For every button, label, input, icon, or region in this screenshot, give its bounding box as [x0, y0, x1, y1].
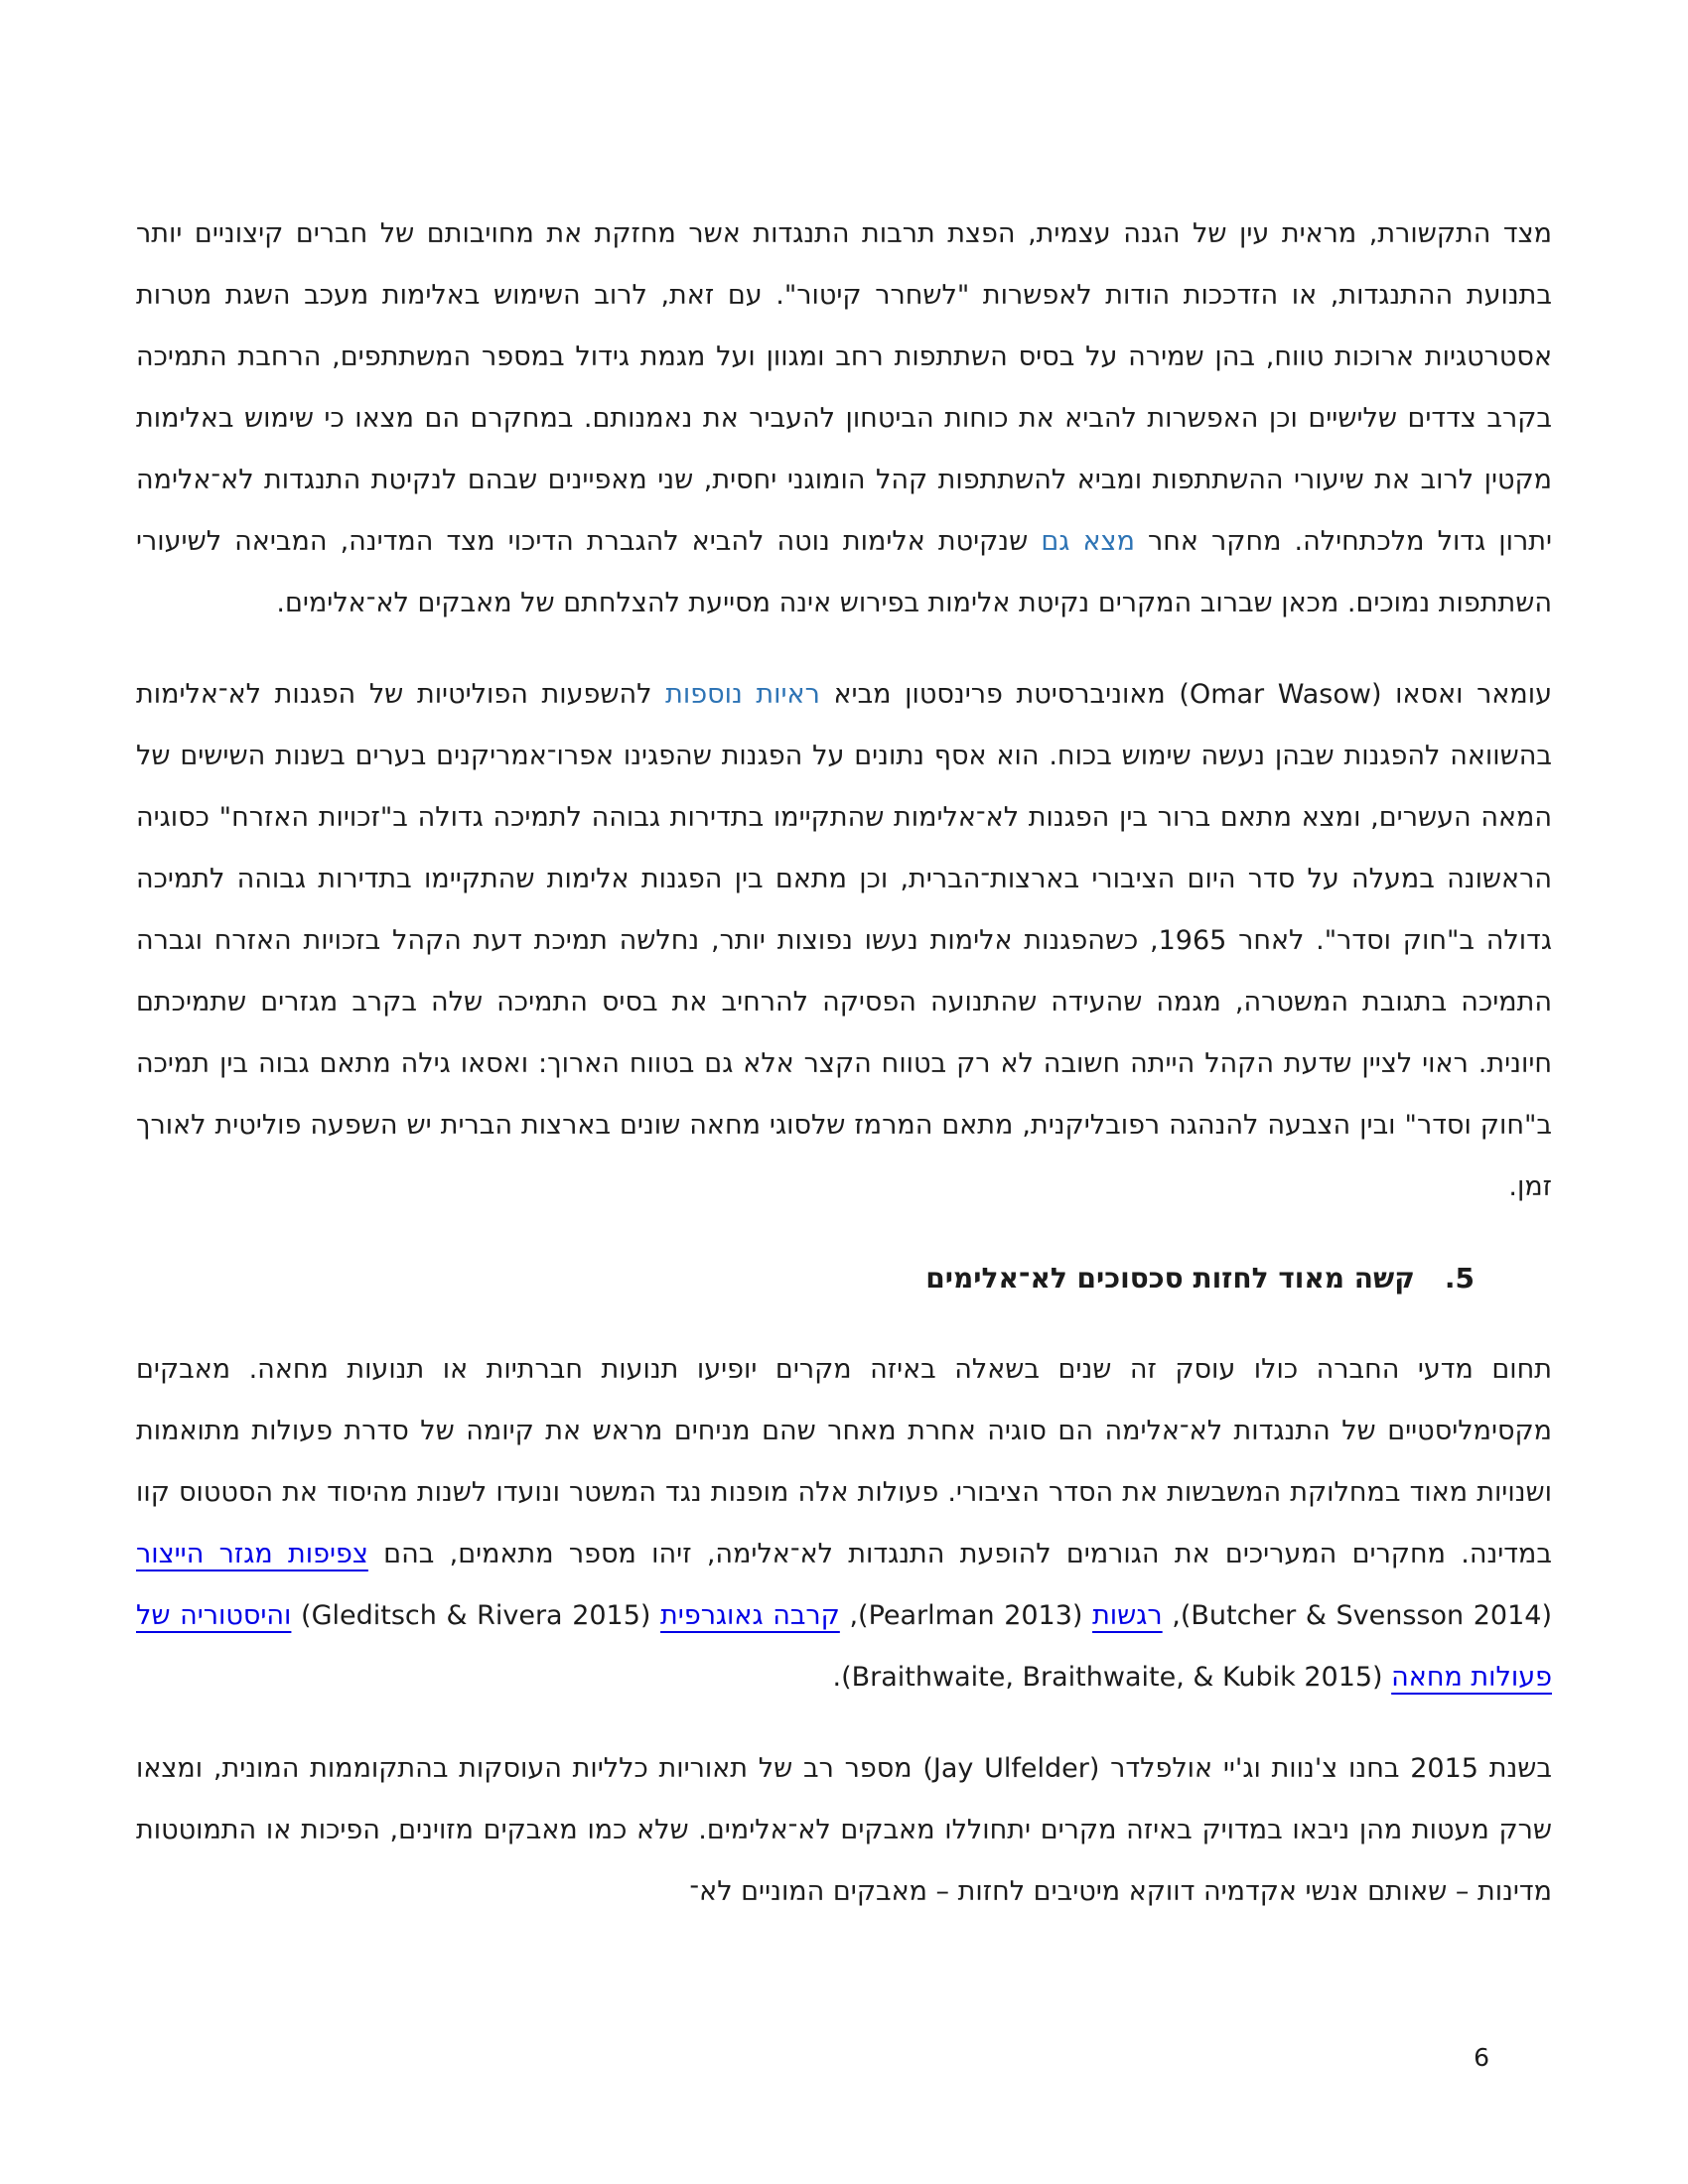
citation-text: (Braithwaite, Braithwaite, & Kubik 2015).: [832, 1662, 1392, 1693]
section-number: 5.: [1444, 1262, 1475, 1295]
body-text: להשפעות הפוליטיות של הפגנות לא־אלימות בהשוואה להפגנות שבהן נעשה שימוש בכוח. הוא אסף נתונים על הפגנות שהפגינו אפרו־אמריקנים בערים בשנות השישים של המאה העשרים, ומצא מתאם ברור בין הפגנות לא־אלימות שהתקיימו בתדירות גבוהה לתמיכה גדולה ב"זכויות האזרח" כסוגיה הראשונה במעלה על סדר היום הציבורי בארצות־הברית, וכן מתאם בין הפגנות אלימות שהתקיימו בתדירות גבוהה לתמיכה גדולה ב"חוק וסדר". לאחר 1965, כשהפגנות אלימות נעשו נפוצות יותר, נחלשה תמיכת דעת הקהל בזכויות האזרח וגברה התמיכה בתגובת המשטרה, מגמה שהעידה שהתנועה הפסיקה להרחיב את בסיס התמיכה שלה בקרב מגזרים שתמיכתם חיונית. ראוי לציין שדעת הקהל הייתה חשובה לא רק בטווח הקצר אלא גם בטווח הארוך: ואסאו גילה מתאם גבוה בין תמיכה ב"חוק וסדר" ובין הצבעה להנהגה רפובליקנית, מתאם המרמז שלסוגי מחאה שונים בארצות הברית יש השפעה פוליטית לאורך זמן.: [136, 679, 1552, 1202]
document-body: [136, 204, 1552, 1953]
section-heading-5: [136, 1248, 1475, 1309]
citation-text: (Butcher & Svensson 2014),: [1162, 1600, 1552, 1631]
link-geographic-proximity[interactable]: קרבה גאוגרפית: [660, 1600, 840, 1631]
link-protest-history[interactable]: והיסטוריה של פעולות מחאה: [136, 1600, 1552, 1693]
body-text: תחום מדעי החברה כולו עוסק זה שנים בשאלה באיזה מקרים יופיעו תנועות חברתיות או תנועות מחאה. מאבקים מקסימליסטיים של התנגדות לא־אלימה הם סוגיה אחרת מאחר שהם מניחים מראש את קיומה של סדרת פעולות מתואמות ושנויות מאוד במחלוקת המשבשות את הסדר הציבורי. פעולות אלה מופנות נגד המשטר ונועדו לשנות מהיסוד את הסטטוס קוו במדינה. מחקרים המעריכים את הגורמים להופעת התנגדות לא־אלימה, זיהו מספר מתאמים, בהם: [136, 1354, 1552, 1570]
citation-text: (Gleditsch & Rivera 2015): [291, 1600, 661, 1631]
paragraph-media-violence: [136, 204, 1552, 634]
paragraph-omar-wasow: [136, 664, 1552, 1218]
page-number: 6: [1474, 2043, 1489, 2072]
body-text: מצד התקשורת, מראית עין של הגנה עצמית, הפצת תרבות התנגדות אשר מחזקת את מחויבותם של חברים קיצוניים יותר בתנועת ההתנגדות, או הזדככות הודות לאפשרות "לשחרר קיטור". עם זאת, לרוב השימוש באלימות מעכב השגת מטרות אסטרטגיות ארוכות טווח, בהן שמירה על בסיס השתתפות רחב ומגוון ועל מגמת גידול במספר המשתתפים, הרחבת התמיכה בקרב צדדים שלישיים וכן האפשרות להביא את כוחות הביטחון להעביר את נאמנותם. במחקרם הם מצאו כי שימוש באלימות מקטין לרוב את שיעורי ההשתתפות ומביא להשתתפות קהל הומוגני יחסית, שני מאפיינים שבהם לנקיטת התנגדות לא־אלימה יתרון גדול מלכתחילה. מחקר אחר: [136, 218, 1553, 557]
body-text: עומאר ואסאו (Omar Wasow) מאוניברסיטת פרינסטון מביא: [819, 679, 1553, 710]
paragraph-chenoweth-ulfelder: [136, 1738, 1552, 1923]
body-text: בשנת 2015 בחנו צ'נוות וג'יי אולפלדר (Jay Ulfelder) מספר רב של תאוריות כלליות העוסקות בהתקוממות המונית, ומצאו שרק מעטות מהן ניבאו במדויק באיזה מקרים יתחוללו מאבקים לא־אלימים. שלא כמו מאבקים מזוינים, הפיכות או התמוטטות מדינות – שאותם אנשי אקדמיה דווקא מיטיבים לחזות – מאבקים המוניים לא־: [136, 1753, 1552, 1907]
link-further-evidence[interactable]: ראיות נוספות: [665, 679, 820, 710]
citation-text: (Pearlman 2013),: [839, 1600, 1093, 1631]
section-title: קשה מאוד לחזות סכסוכים לא־אלימים: [925, 1262, 1415, 1295]
paragraph-social-science: [136, 1339, 1552, 1708]
link-manufacturing-density[interactable]: צפיפות מגזר הייצור: [136, 1539, 368, 1570]
link-found-also[interactable]: מצא גם: [1041, 526, 1135, 557]
link-emotions[interactable]: רגשות: [1092, 1600, 1163, 1631]
body-text: שנקיטת אלימות נוטה להביא להגברת הדיכוי מצד המדינה, המביאה לשיעורי השתתפות נמוכים. מכאן שברוב המקרים נקיטת אלימות בפירוש אינה מסייעת להצלחתם של מאבקים לא־אלימים.: [136, 526, 1552, 618]
